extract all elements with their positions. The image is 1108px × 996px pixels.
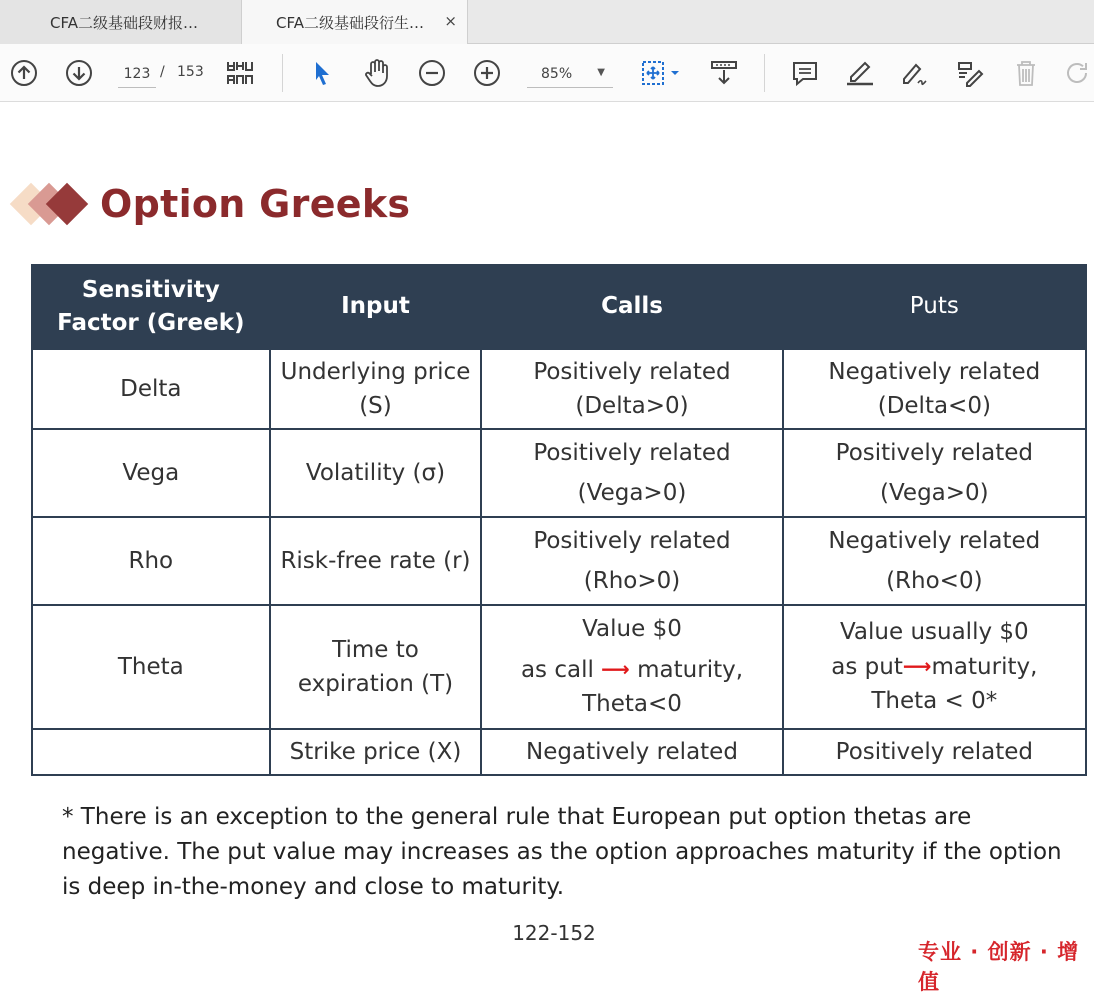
calls-sign: (Vega>0)	[577, 480, 687, 506]
right-arrow-icon: ⟶	[902, 653, 932, 678]
next-page-icon[interactable]	[63, 57, 95, 89]
puts-as-put: as put	[831, 653, 903, 680]
slide-title: Option Greeks	[100, 182, 411, 226]
table-row-vega	[32, 429, 1086, 517]
calls-maturity-line	[488, 653, 775, 688]
calls-cell	[481, 517, 782, 605]
calls-value-text: Value $0	[582, 616, 682, 643]
puts-sign: Theta < 0*	[871, 688, 998, 715]
brand-tagline: 专业 · 创新 · 增值	[918, 940, 1080, 994]
edit-form-icon[interactable]	[954, 57, 986, 89]
calls-relation: Positively related	[533, 439, 731, 466]
close-tab-icon[interactable]: ×	[444, 12, 457, 30]
hand-tool-icon[interactable]	[361, 57, 393, 89]
tab-document-1[interactable]	[0, 0, 242, 44]
puts-maturity: maturity,	[931, 653, 1038, 680]
puts-relation: Positively related	[835, 439, 1033, 466]
slide-page-number: 122-152	[512, 921, 596, 945]
puts-sign: (Rho<0)	[886, 568, 983, 594]
header-input: Input	[270, 265, 482, 349]
toolbar-divider	[764, 54, 765, 92]
zoom-select[interactable]	[527, 60, 613, 88]
chevron-down-icon: ▼	[597, 67, 605, 78]
option-greeks-table	[31, 264, 1087, 776]
greek-cell	[32, 729, 270, 775]
puts-sign: (Delta<0)	[877, 393, 991, 419]
header-calls: Calls	[481, 265, 782, 349]
puts-relation: Negatively related	[828, 358, 1041, 385]
input-cell: Volatility (σ)	[270, 429, 482, 517]
input-cell: Time to expiration (T)	[270, 605, 482, 729]
greek-cell: Theta	[32, 605, 270, 729]
highlight-icon[interactable]	[844, 57, 876, 89]
tab-bar	[0, 0, 1094, 44]
input-cell: Risk-free rate (r)	[270, 517, 482, 605]
select-pointer-icon[interactable]	[306, 57, 338, 89]
rotate-icon[interactable]	[1062, 57, 1094, 89]
input-cell: Underlying price (S)	[270, 349, 482, 429]
calls-cell: Negatively related	[481, 729, 782, 775]
toolbar-divider	[282, 54, 283, 92]
puts-value-text: Value usually $0	[839, 619, 1029, 646]
page-layout-icon[interactable]	[224, 57, 256, 89]
signature-icon[interactable]	[899, 57, 931, 89]
greek-cell: Rho	[32, 517, 270, 605]
calls-relation: Positively related	[533, 527, 731, 554]
calls-cell	[481, 349, 782, 429]
header-puts: Puts	[783, 265, 1086, 349]
tab-document-2[interactable]	[242, 0, 468, 44]
calls-sign: (Delta>0)	[575, 393, 689, 419]
puts-relation: Negatively related	[828, 527, 1041, 554]
header-sensitivity-factor: Sensitivity Factor (Greek)	[32, 265, 270, 349]
puts-maturity-line	[790, 650, 1079, 685]
zoom-out-icon[interactable]	[416, 57, 448, 89]
prev-page-icon[interactable]	[8, 57, 40, 89]
puts-cell	[783, 605, 1086, 729]
download-icon[interactable]	[708, 57, 740, 89]
right-arrow-icon: ⟶	[601, 656, 630, 681]
greek-cell: Vega	[32, 429, 270, 517]
calls-maturity: maturity,	[637, 656, 744, 683]
zoom-in-icon[interactable]	[471, 57, 503, 89]
table-row-theta	[32, 605, 1086, 729]
calls-sign: Theta<0	[582, 691, 682, 718]
footnote: * There is an exception to the general rule that European put option thetas are negative. The put value may increases as the option approaches maturity if the option is deep in-the-money and close to maturity.	[62, 804, 1062, 900]
calls-sign: (Rho>0)	[583, 568, 681, 594]
calls-as-call: as call	[520, 656, 594, 683]
table-row-strike	[32, 729, 1086, 775]
current-page-input[interactable]: 123	[118, 60, 156, 88]
total-pages: 153	[177, 64, 204, 80]
puts-cell	[783, 429, 1086, 517]
calls-cell	[481, 605, 782, 729]
toolbar	[0, 44, 1094, 102]
calls-cell	[481, 429, 782, 517]
table-header-row	[32, 265, 1086, 349]
calls-relation: Positively related	[533, 358, 731, 385]
table-row-delta	[32, 349, 1086, 429]
input-cell: Strike price (X)	[270, 729, 482, 775]
page-separator: /	[160, 64, 165, 80]
puts-cell	[783, 517, 1086, 605]
tab-label: CFA二级基础段衍生…	[276, 13, 424, 32]
delete-icon[interactable]	[1010, 57, 1042, 89]
table-row-rho	[32, 517, 1086, 605]
comment-icon[interactable]	[789, 57, 821, 89]
fit-page-icon[interactable]	[638, 57, 684, 89]
puts-sign: (Vega>0)	[880, 480, 989, 506]
greek-cell: Delta	[32, 349, 270, 429]
tab-label: CFA二级基础段财报…	[50, 13, 198, 32]
puts-cell: Positively related	[783, 729, 1086, 775]
zoom-value: 85%	[541, 65, 573, 82]
puts-cell	[783, 349, 1086, 429]
